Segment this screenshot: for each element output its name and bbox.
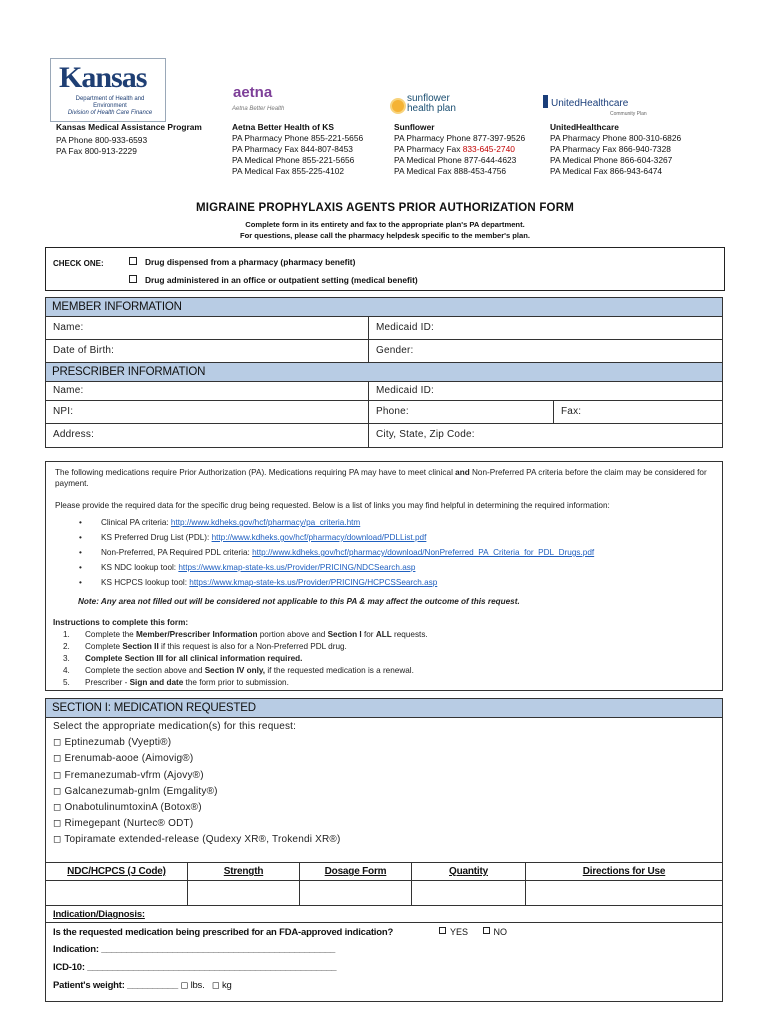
instruction-item: [63, 654, 302, 663]
member-gender-field[interactable]: Gender:: [368, 340, 722, 362]
instruction-text: Complete the section above and: [85, 666, 205, 675]
uhc-logo-subtitle: Community Plan: [610, 111, 647, 117]
checkbox-icon[interactable]: [483, 927, 490, 934]
kansas-logo-subtitle: [65, 96, 155, 117]
weight-label: Patient's weight: __________: [53, 980, 178, 991]
instruction-item: [63, 678, 289, 687]
med-option-erenumab[interactable]: ◻ Erenumab-aooe (Aimovig®): [53, 753, 194, 765]
plan-line: PA Pharmacy Phone 855-221-5656: [232, 133, 364, 143]
prescriber-fax-field[interactable]: Fax:: [553, 401, 722, 423]
plan-line: PA Pharmacy Phone 877-397-9526: [394, 133, 526, 143]
instruction-text: portion above and: [257, 630, 328, 639]
plan-line: PA Phone 800-933-6593: [56, 135, 148, 145]
plan-line: PA Pharmacy Fax 866-940-7328: [550, 144, 671, 154]
member-dob-field[interactable]: Date of Birth:: [53, 345, 115, 356]
med-option-eptinezumab[interactable]: ◻ Eptinezumab (Vyepti®): [53, 737, 172, 749]
link-label: KS HCPCS lookup tool:: [101, 578, 190, 587]
check-one-label: CHECK ONE:: [53, 259, 104, 268]
prescriber-npi-field[interactable]: NPI:: [53, 406, 74, 417]
instruction-bold: Section II: [122, 642, 159, 651]
section-1-header: SECTION I: MEDICATION REQUESTED: [46, 699, 722, 718]
fda-yes-option[interactable]: [439, 927, 468, 937]
instruction-bold: Member/Prescriber Information: [135, 630, 258, 639]
member-prescriber-table: [45, 297, 723, 448]
plan-contact-uhc: [550, 122, 681, 177]
instruction-text: Prescriber -: [85, 678, 130, 687]
instruction-bold: ALL: [375, 630, 392, 639]
instructions-title: Instructions to complete this form:: [53, 618, 189, 627]
section-1-medication-requested: [45, 698, 723, 1002]
instruction-item: [63, 642, 347, 651]
plan-title: Sunflower: [394, 122, 435, 132]
col-dosage-form: Dosage Form: [300, 863, 412, 881]
instruction-bold: Sign and date: [129, 678, 184, 687]
link-label: KS NDC lookup tool:: [101, 563, 179, 572]
kansas-logo-dept: Department of Health and Environment: [75, 96, 145, 109]
pharmacy-benefit-option[interactable]: [129, 257, 355, 267]
prescriber-medicaid-id-field[interactable]: Medicaid ID:: [368, 382, 722, 400]
note-text: Note: Any area not filled out will be considered not applicable to this PA & may affect the outcome of this request.: [78, 597, 520, 606]
ndc-hcpcs-entry[interactable]: [46, 881, 188, 905]
med-option-rimegepant[interactable]: ◻ Rimegepant (Nurtec® ODT): [53, 818, 194, 830]
pa-information-box: [45, 461, 723, 691]
uhc-logo-word: UnitedHealthcare: [551, 98, 629, 109]
aetna-logo: aetna: [233, 84, 273, 101]
aetna-logo-tagline: Aetna Better Health: [232, 106, 285, 112]
prescriber-name-field[interactable]: Name:: [53, 385, 84, 396]
option-label: Drug dispensed from a pharmacy (pharmacy benefit): [145, 257, 356, 267]
bullet-icon: •: [79, 518, 82, 527]
fda-approved-question: Is the requested medication being prescribed for an FDA-approved indication?: [53, 927, 394, 938]
yes-label: YES: [450, 927, 469, 937]
instruction-number: 1.: [63, 630, 70, 639]
clinical-pa-criteria-link[interactable]: http://www.kdheks.gov/hcf/pharmacy/pa_criteria.htm: [170, 518, 361, 527]
med-option-fremanezumab[interactable]: ◻ Fremanezumab-vfrm (Ajovy®): [53, 769, 204, 781]
bullet-icon: •: [79, 578, 82, 587]
instruction-bold: Section I: [327, 630, 362, 639]
plan-line: PA Medical Phone 866-604-3267: [550, 155, 673, 165]
sunflower-fax-number: 833-645-2740: [462, 144, 515, 154]
health-plan-word: health plan: [407, 103, 456, 114]
instruction-item: [63, 630, 428, 639]
plan-title: Kansas Medical Assistance Program: [56, 122, 202, 132]
instruction-text: Complete: [85, 642, 123, 651]
member-medicaid-id-field[interactable]: Medicaid ID:: [368, 317, 722, 339]
prescriber-info-header: PRESCRIBER INFORMATION: [46, 363, 722, 382]
fda-yes-no: [439, 927, 507, 937]
plan-contact-sunflower: [394, 122, 525, 177]
instruction-number: 5.: [63, 678, 70, 687]
instruction-text: the form prior to submission.: [183, 678, 289, 687]
plan-title: UnitedHealthcare: [550, 122, 619, 132]
prescriber-phone-field[interactable]: Phone:: [368, 401, 553, 423]
med-option-topiramate[interactable]: ◻ Topiramate extended-release (Qudexy XR®, Trokendi XR®): [53, 834, 341, 846]
checkbox-icon[interactable]: [439, 927, 446, 934]
icd10-field[interactable]: ICD-10: _________________________________________________: [53, 962, 337, 973]
bullet-icon: •: [79, 548, 82, 557]
col-strength: Strength: [188, 863, 300, 881]
plan-line: PA Pharmacy Phone 800-310-6826: [550, 133, 682, 143]
kansas-logo-word: Kansas: [59, 61, 147, 94]
bullet-icon: •: [79, 563, 82, 572]
pa-info-paragraph: [55, 467, 715, 489]
pdl-link[interactable]: http://www.kdheks.gov/hcf/pharmacy/download/PDLList.pdf: [211, 533, 427, 542]
no-label: NO: [493, 927, 508, 937]
col-ndc-hcpcs: NDC/HCPCS (J Code): [46, 863, 188, 881]
weight-kg-option[interactable]: ◻ kg: [211, 980, 232, 991]
prescriber-address-field[interactable]: Address:: [53, 429, 95, 440]
plan-title: Aetna Better Health of KS: [232, 122, 334, 132]
medication-prompt: Select the appropriate medication(s) for this request:: [53, 721, 297, 732]
plan-line: PA Medical Fax 855-225-4102: [232, 166, 345, 176]
instruction-item: [63, 666, 414, 675]
medication-list: [53, 719, 341, 849]
directions-entry[interactable]: [526, 881, 722, 905]
kansas-kdhe-logo: [50, 58, 166, 122]
patient-weight-field[interactable]: [53, 980, 232, 991]
prescriber-row-2: [46, 401, 722, 424]
bullet-icon: •: [79, 533, 82, 542]
quantity-entry[interactable]: [412, 881, 526, 905]
plan-contact-aetna: [232, 122, 363, 177]
hcpcs-lookup-link[interactable]: https://www.kmap-state-ks.us/Provider/PRICING/HCPCSSearch.asp: [189, 578, 438, 587]
indication-diagnosis-title: Indication/Diagnosis:: [53, 909, 145, 920]
form-subtitle: [0, 219, 770, 241]
sunflower-logo-text: [407, 94, 456, 114]
col-directions: Directions for Use: [582, 866, 666, 877]
indication-field[interactable]: Indication: ______________________________________________: [53, 944, 336, 955]
pa-info-text-2: Non-Preferred PA criteria before the claim may be considered for payment.: [55, 468, 707, 488]
instruction-number: 3.: [63, 654, 70, 663]
ndc-lookup-link[interactable]: https://www.kmap-state-ks.us/Provider/PRICING/NDCSearch.asp: [178, 563, 416, 572]
subtitle-line-2: For questions, please call the pharmacy helpdesk specific to the member's plan.: [239, 231, 531, 240]
plan-line: PA Medical Phone 855-221-5656: [232, 155, 355, 165]
dosage-form-entry[interactable]: [300, 881, 412, 905]
subtitle-line-1: Complete form in its entirety and fax to the appropriate plan's PA department.: [245, 220, 525, 229]
uhc-mark-icon: [543, 95, 548, 108]
indication-divider: [46, 922, 722, 923]
drug-grid-header-row: [46, 863, 722, 881]
col-quantity: Quantity: [412, 863, 526, 881]
prescriber-city-field[interactable]: City, State, Zip Code:: [368, 424, 722, 447]
pa-info-and: and: [455, 468, 470, 477]
plan-line: PA Fax 800-913-2229: [56, 146, 137, 156]
link-label: Clinical PA criteria:: [101, 518, 171, 527]
checkbox-icon[interactable]: [129, 257, 137, 265]
instruction-number: 4.: [63, 666, 70, 675]
med-option-onabotulinumtoxina[interactable]: ◻ OnabotulinumtoxinA (Botox®): [53, 802, 202, 814]
med-option-galcanezumab[interactable]: ◻ Galcanezumab-gnlm (Emgality®): [53, 785, 218, 797]
plan-line-fax: [394, 144, 525, 155]
instruction-bold: Section IV only,: [204, 666, 266, 675]
drug-grid-entry-row: [46, 881, 722, 905]
form-title: MIGRAINE PROPHYLAXIS AGENTS PRIOR AUTHORIZATION FORM: [196, 202, 574, 214]
drug-details-grid: [46, 862, 722, 906]
weight-lbs-option[interactable]: ◻ lbs.: [180, 980, 205, 991]
member-row-1: [46, 317, 722, 340]
non-preferred-criteria-link[interactable]: http://www.kdheks.gov/hcf/pharmacy/download/NonPreferred_PA_Criteria_for_PDL_Drugs.pdf: [252, 548, 595, 557]
plan-line: PA Medical Fax 866-943-6474: [550, 166, 663, 176]
sunflower-word: sunflower: [407, 93, 450, 104]
instruction-text: Complete the: [85, 630, 136, 639]
plan-line: PA Pharmacy Fax 844-807-8453: [232, 144, 353, 154]
medical-benefit-option[interactable]: [129, 275, 418, 285]
pa-info-text: The following medications require Prior Authorization (PA). Medications requiring PA may have to meet clinical: [55, 468, 456, 477]
uhc-logo: [543, 95, 628, 109]
instruction-text: if the requested medication is a renewal.: [265, 666, 414, 675]
plan-line: PA Medical Fax 888-453-4756: [394, 166, 507, 176]
instruction-number: 2.: [63, 642, 70, 651]
required-data-paragraph: Please provide the required data for the specific drug being requested. Below is a list of links you may find helpful in determining the required information:: [55, 501, 610, 510]
plan-contact-kmap: [56, 122, 202, 157]
prescriber-row-1: [46, 382, 722, 401]
sunflower-icon: [390, 98, 406, 114]
option-label: Drug administered in an office or outpatient setting (medical benefit): [145, 275, 418, 285]
member-name-field[interactable]: Name:: [53, 322, 84, 333]
check-one-box: [45, 247, 725, 291]
plan-line: PA Medical Phone 877-644-4623: [394, 155, 517, 165]
instruction-text: requests.: [391, 630, 428, 639]
link-label: KS Preferred Drug List (PDL):: [101, 533, 212, 542]
strength-entry[interactable]: [188, 881, 300, 905]
checkbox-icon[interactable]: [129, 275, 137, 283]
instruction-bold: Complete Section III for all clinical information required.: [85, 654, 303, 663]
kansas-logo-division: Division of Health Care Finance: [67, 110, 153, 116]
plan-line-fax-label: PA Pharmacy Fax: [394, 144, 463, 154]
member-info-header: MEMBER INFORMATION: [46, 298, 722, 317]
prescriber-row-3: [46, 424, 722, 447]
link-label: Non-Preferred, PA Required PDL criteria:: [101, 548, 253, 557]
fda-no-option[interactable]: [483, 927, 508, 937]
instruction-text: for: [361, 630, 376, 639]
member-row-2: [46, 340, 722, 363]
instruction-text: if this request is also for a Non-Preferred PDL drug.: [158, 642, 347, 651]
